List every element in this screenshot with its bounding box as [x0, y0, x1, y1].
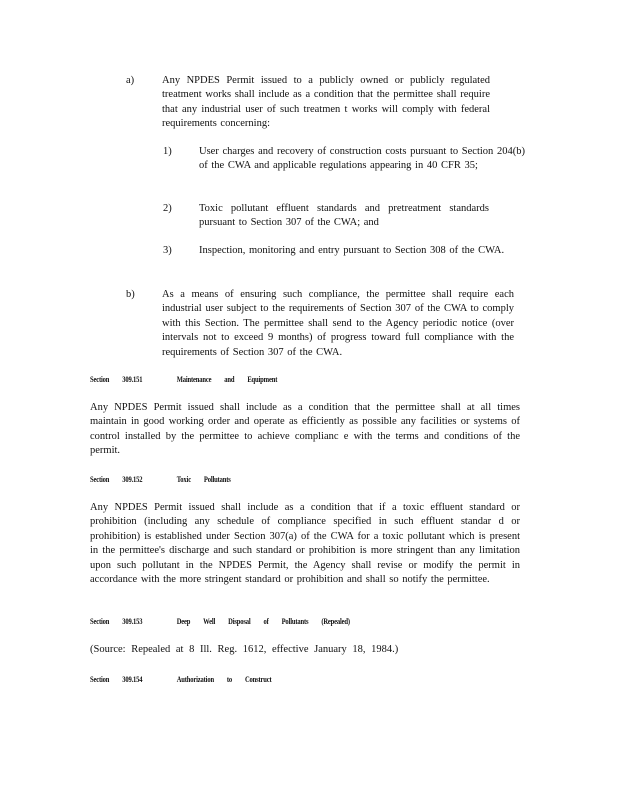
section-heading-309-153: [90, 617, 350, 627]
section-number: 309.153: [122, 617, 143, 626]
section-title: Authorization to Construct: [176, 675, 272, 684]
section-label: Section: [90, 475, 110, 484]
section-309-151-body: Any NPDES Permit issued shall include as a condition that the permittee shall at all times maintain in good working order and operate as efficiently as possible any facilities or systems of control installed by the permittee to achieve complianc e with the terms and conditions of the permit.: [90, 402, 520, 457]
section-number: 309.154: [122, 675, 143, 684]
section-title: Toxic Pollutants: [176, 475, 231, 484]
clause-b-marker: b): [126, 289, 135, 300]
clause-a-marker: a): [126, 75, 135, 86]
item-2-text: Toxic pollutant effluent standards and pretreatment standards pursuant to Section 307 of the CWA; and: [199, 203, 489, 229]
section-309-153-body: (Source: Repealed at 8 Ill. Reg. 1612, effective January 18, 1984.): [90, 644, 399, 655]
clause-b: [162, 288, 514, 360]
section-heading-309-151: [90, 375, 277, 385]
item-2: [199, 202, 489, 231]
item-3-marker: 3): [163, 245, 172, 256]
item-1: [199, 145, 525, 174]
section-label: Section: [90, 617, 110, 626]
item-1-marker: 1): [163, 146, 172, 157]
clause-a: [162, 74, 490, 132]
section-label: Section: [90, 375, 110, 384]
section-title: Deep Well Disposal of Pollutants (Repealed): [176, 617, 350, 626]
section-label: Section: [90, 675, 110, 684]
item-2-marker: 2): [163, 203, 172, 214]
clause-a-text: Any NPDES Permit issued to a publicly owned or publicly regulated treatment works shall include as a condition that the permittee shall require that any industrial user of such treatmen t works will comply with federal requirements concerning:: [162, 75, 490, 130]
item-3: [199, 244, 505, 258]
section-number: 309.151: [122, 375, 143, 384]
item-3-text: Inspection, monitoring and entry pursuant to Section 308 of the CWA.: [199, 245, 505, 256]
item-1-text: User charges and recovery of construction costs pursuant to Section 204(b) of the CWA and applicable regulations appearing in 40 CFR 35;: [199, 146, 525, 172]
clause-b-text: As a means of ensuring such compliance, the permittee shall require each industrial user subject to the requirements of Section 307 of the CWA to comply with this Section. The permittee shall send to the Agency periodic notice (over intervals not to exceed 9 months) of progress toward full compliance with the requirements of Section 307 of the CWA.: [162, 289, 514, 358]
section-309-152-body: Any NPDES Permit issued shall include as a condition that if a toxic effluent standard or prohibition (including any schedule of compliance specified in such effluent standar d or prohibition) is established under Section 307(a) of the CWA for a toxic pollutant which is present in the permittee's discharge and such standard or prohibition is more stringent than any limitation upon such pollutant in the NPDES Permit, the Agency shall revise or modify the permit in accordance with the more stringent standard or prohibition and shall so notify the permittee.: [90, 502, 520, 586]
section-title: Maintenance and Equipment: [176, 375, 278, 384]
section-heading-309-154: [90, 675, 272, 685]
section-number: 309.152: [122, 475, 143, 484]
section-heading-309-152: [90, 475, 231, 485]
